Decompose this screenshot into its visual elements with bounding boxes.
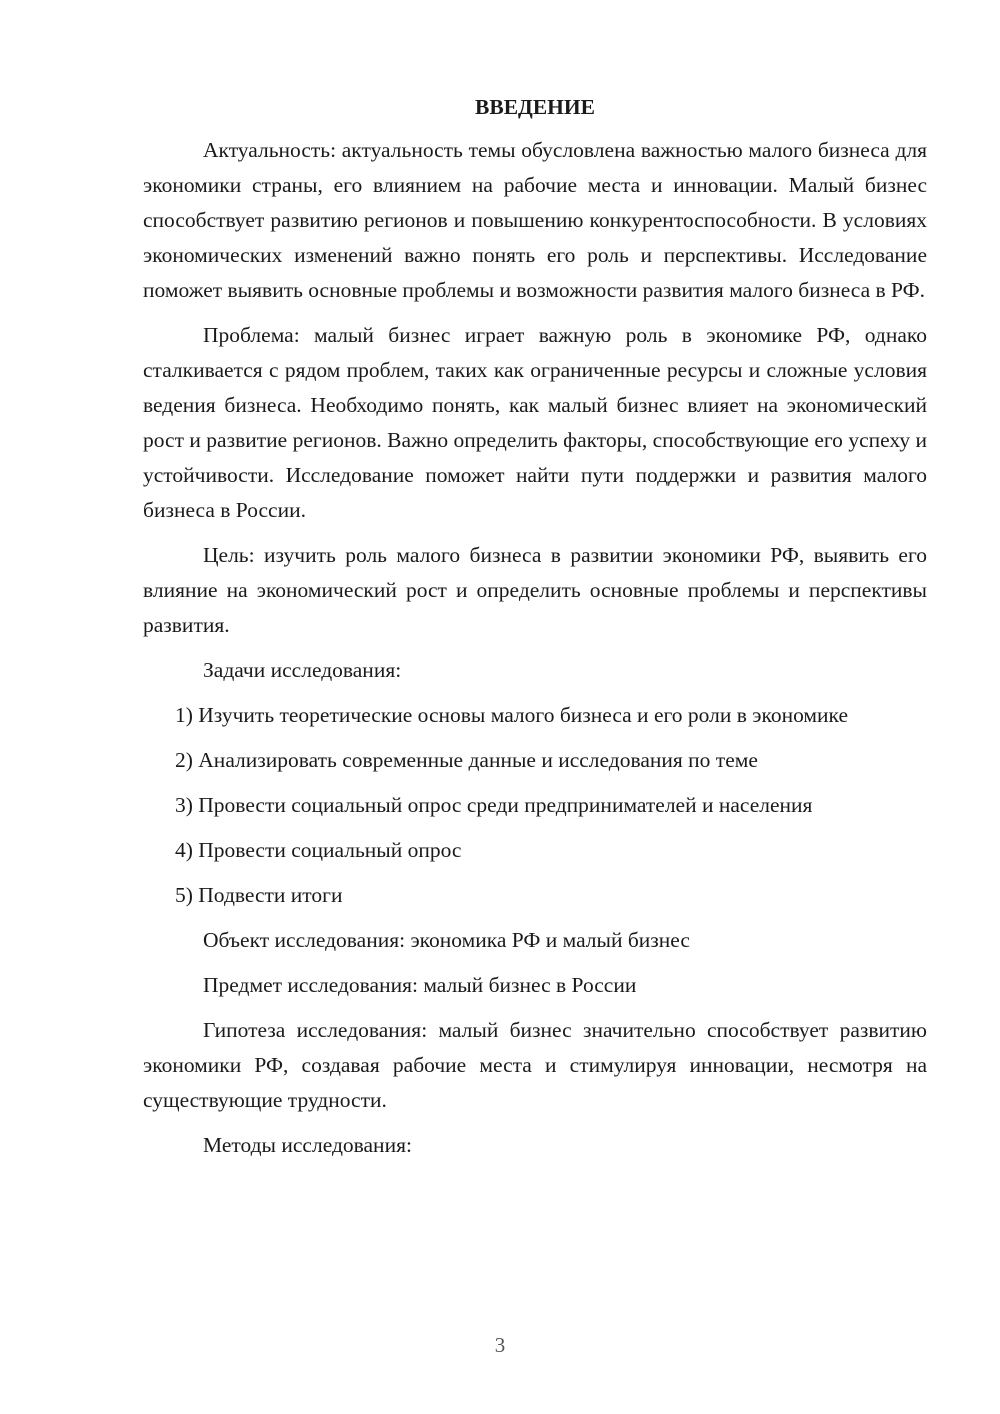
task-item-5: 5) Подвести итоги [175,883,343,907]
document-page [143,90,927,1173]
document-title: ВВЕДЕНИЕ [475,95,595,119]
task-item-3: 3) Провести социальный опрос среди предпринимателей и населения [175,793,813,817]
methods-heading: Методы исследования: [203,1133,412,1157]
object-paragraph: Объект исследования: экономика РФ и малый бизнес [203,928,690,952]
problem-paragraph: Проблема: малый бизнес играет важную роль в экономике РФ, однако сталкивается с рядом проблем, таких как ограниченные ресурсы и сложные условия ведения бизнеса. Необходимо понять, как малый бизнес влияет на экономический рост и развитие регионов. Важно определить факторы, способствующие его успеху и устойчивости. Исследование поможет найти пути поддержки и развития малого бизнеса в России. [143,323,927,522]
hypothesis-paragraph: Гипотеза исследования: малый бизнес значительно способствует развитию экономики РФ, создавая рабочие места и стимулируя инновации, несмотря на существующие трудности. [143,1018,927,1112]
task-item-2: 2) Анализировать современные данные и исследования по теме [175,748,758,772]
tasks-heading: Задачи исследования: [203,658,402,682]
relevance-paragraph: Актуальность: актуальность темы обусловлена важностью малого бизнеса для экономики страны, его влиянием на рабочие места и инновации. Малый бизнес способствует развитию регионов и повышению конкурентоспособности. В условиях экономических изменений важно понять его роль и перспективы. Исследование поможет выявить основные проблемы и возможности развития малого бизнеса в РФ. [143,138,927,302]
page-number: 3 [494,1333,506,1357]
task-item-4: 4) Провести социальный опрос [175,838,462,862]
goal-paragraph: Цель: изучить роль малого бизнеса в развитии экономики РФ, выявить его влияние на экономический рост и определить основные проблемы и перспективы развития. [143,543,927,637]
subject-paragraph: Предмет исследования: малый бизнес в России [203,973,637,997]
task-item-1: 1) Изучить теоретические основы малого бизнеса и его роли в экономике [175,703,848,727]
